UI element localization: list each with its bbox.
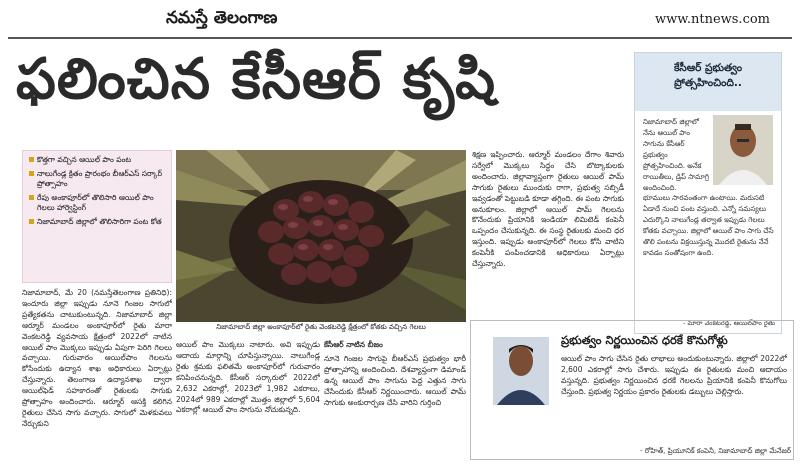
masthead xyxy=(0,0,800,42)
oil-palm-illustration xyxy=(176,150,466,322)
highlights-box xyxy=(22,150,172,283)
sidebar-signature: - మారా వెంకటరెడ్డి, ఆయిల్‌పాం రైతు xyxy=(683,319,775,327)
sidebar-heading: కేసీఆర్ ప్రభుత్వం ప్రోత్సహించింది.. xyxy=(635,53,781,111)
procurement-heading: ప్రభుత్వం నిర్ణయించిన ధరకే కొనుగోళ్లు xyxy=(561,333,728,347)
article-column-3-bottom: నూనె గింజల సాగుపై బీఆర్ఎస్ ప్రభుత్వం భారీ ప్రోత్సాహాన్ని అందించింది. దేశవ్యాప్తంగా డిమాండ్ ఉన్న ఆయిల్ పాం సాగును పెద్ద ఎత్తున సాగు చేసేందుకు కేసీఆర్ నిర్ణయించారు. ఆయిల్ పామ్ సాగుకు అంకురార్పణ చేసి వారిని గుర్తించి xyxy=(324,354,466,407)
quote-sidebar xyxy=(634,52,782,334)
subheading-kcr-seed: కేసీఆర్ నాటిన బీజం xyxy=(324,340,383,349)
oil-palm-photo xyxy=(176,150,466,322)
sidebar-text-short: నిజామాబాద్ జిల్లాలో నేను ఆయిల్ పాం సాగును కేసీఆర్ ప్రభుత్వం ప్రోత్సహించింది. అనేక రాయితీలు, డ్రిప్ సామాగ్రి అందించింది. xyxy=(643,118,709,192)
farmer-portrait-icon xyxy=(713,115,773,185)
article-column-2: ఆయిల్ పాం మొక్కలు నాటారు. అవి ఇప్పుడు ఆదాయ మార్గాన్ని చూపిస్తున్నాయి. నాలుగేండ్ల రైతు శ్రమకు ఫలితమే అంకాపూర్‌లో గురువారం కనిపించనున్నది. కేసీఆర్ సర్కారులో 2022లో 2,632 ఎకరాల్లో, 2023లో 1,982 ఎకరాలు, 2024లో 989 ఎకరాల్లో మొత్తం జిల్లాలో 5,604 ఎకరాల్లో ఆయిల్ పాం సాగును నోచుకున్నది. xyxy=(176,340,320,415)
article-column-1: నిజామాబాద్, మే 20 (నమస్తేతెలంగాణ ప్రతినిధి): ఇందూరు జిల్లా ఇప్పుడు నూనె గింజల సాగులో ప్రత్యేకతను చాటుకుంటున్నది. నిజామాబాద్ జిల్లా ఆర్మూర్ మండలం అంకాపూర్‌లో రైతు మారా వెంకటరెడ్డి వ్యవసాయ క్షేత్రంలో 2022లో నాటిన ఆయిల్ పాం మొక్కలు ఇప్పుడు ఏపుగా పెరిగి గెలలు వచ్చాయి. గురువారం ఆయిల్‌పాం గెలలను కోసేందుకు ఉద్యాన శాఖ అధికారులు ఏర్పాట్లు చేస్తున్నారు. తెలంగాణ ఉద్యానశాఖ ద్వారా ఆయిల్‌ఫెడ్ సహకారంతో రైతులకు సాగుకు ప్రోత్సాహం అందించారు. ఆర్మూర్ ఆసక్తి కలిగిన రైతులు చేసిన సాగు వచ్చారు. సాగులో మెళకువలు నేర్చుకుని xyxy=(22,288,172,428)
photo-caption: నిజామాబాద్ జిల్లా అంకాపూర్‌లో రైతు వెంకటరెడ్డి క్షేత్రంలో కోతకు వచ్చిన గెలలు xyxy=(216,323,426,331)
newspaper-brand: నమస్తే తెలంగాణ xyxy=(166,8,278,28)
procurement-credit: - రోహిత్, ప్రియూనిక్ కంపెనీ, నిజామాబాద్ జిల్లా మేనేజర్ xyxy=(640,447,791,455)
highlight-item: నిజామాబాద్ జిల్లాలో తొలిసారిగా పంట కోత xyxy=(29,217,167,227)
article-column-3-top: శిక్షణ ఇప్పించారు. ఆర్మూర్ మండలం దేగాం శివారు సర్వేలో మొక్కలు సిద్ధం చేసి బొట్కాకులకు అందించారు. జిల్లావ్యాప్తంగా రైతులు ఆయిల్ పామ్ సాగుకు రైతులు ముందుకు రాగా, ప్రభుత్వ సబ్సిడీ ఇవ్వడంతో పెట్టుబడి కూడా తగ్గింది. ఈ పంట సాగుకు అనుకూలం. జిల్లాలో ఆయిల్ పామ్ గెలలను కొనేందుకు ప్రియానికి ఇండియా లిమిటెడ్ కంపెనీ ఒప్పందం చేసుకున్నది. ఈ సంస్థ రైతులకు మంచి ధర ఇస్తుంది. ఇప్పుడు అంకాపూర్‌లో గెలలు కోసి వాటిని కంపెనీకి పంపించడానికి అధికారులు ఏర్పాట్లు చేస్తున్నారు. xyxy=(472,150,624,269)
website-url[interactable]: www.ntnews.com xyxy=(655,12,771,27)
highlight-item: రేపు అంకాపూర్‌లో తొలిసారి ఆయిల్ పాం గెలలు హార్వెస్టింగ్ xyxy=(29,193,167,213)
highlight-item: నాలుగేండ్ల క్రితం ప్రారంభం బీఆర్ఎస్ సర్కార్ ప్రోత్సాహం xyxy=(29,169,167,189)
highlight-item: కొత్తగా వచ్చిన ఆయిల్ పాం పంట xyxy=(29,155,167,165)
procurement-box xyxy=(470,320,794,460)
procurement-body: ఆయిల్ పాం సాగు చేసిన రైతు లాభాలు అందుకుంటున్నారు. జిల్లాలో 2022లో 2,600 ఎకరాల్లో సాగు చేశారు. ఇప్పుడు ఈ రైతులకు మంచి ఆదాయం వస్తున్నది. ప్రభుత్వం నిర్ణయించిన ధరకే గెలలను ప్రియానికి కంపెనీ కొనుగోలు చేస్తుంది. ప్రభుత్వ నిర్ణయం ప్రకారం రైతులకు డబ్బులు చెల్లిస్తారు. xyxy=(561,354,787,396)
sidebar-text-long: భూములు సారవంతంగా ఉంటాయి. మరుసటి ఏడాదే నుంచి పంట వస్తుంది. ఎన్నో సమస్యలు ఎదుర్కొని నాలుగేండ్ల తర్వాత ఇప్పుడు గెలలు కోతకు వచ్చాయి. జిల్లాలో ఆయిల్ పాం సాగు చేసే తొలి పంటను విక్రయిస్తున్న మొదటి రైతును నేనే కావడం సంతోషంగా ఉంది. xyxy=(643,194,774,257)
masthead-rule xyxy=(8,37,792,39)
manager-portrait-icon xyxy=(493,337,549,405)
manager-photo xyxy=(493,337,549,405)
headline: ఫలించిన కేసీఆర్ కృషి xyxy=(16,47,497,112)
farmer-photo xyxy=(713,115,773,185)
